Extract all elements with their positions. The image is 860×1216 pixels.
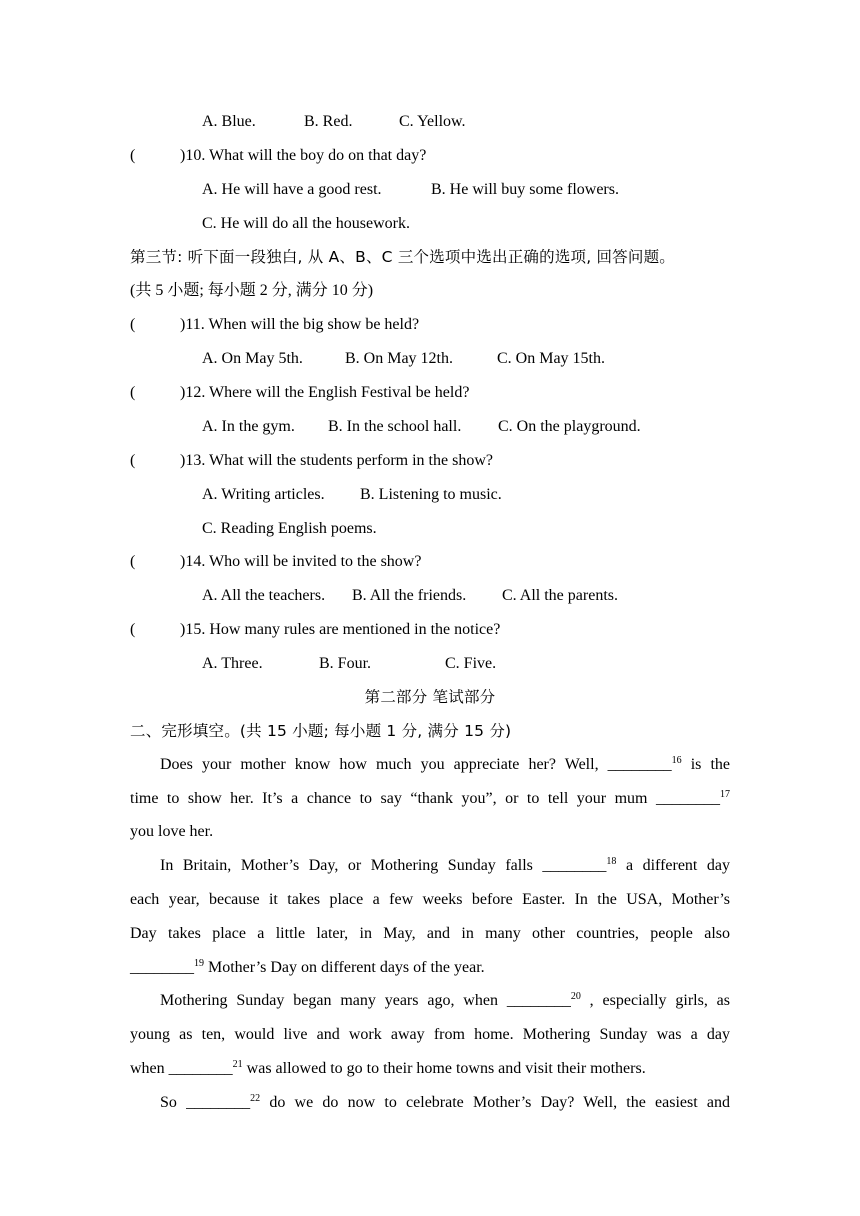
cloze-heading: 二、完形填空。(共 15 小题; 每小题 1 分, 满分 15 分) xyxy=(130,722,512,740)
blank-number-21: 21 xyxy=(232,1059,243,1070)
passage-line: Day takes place a little later, in May, and in many other countries, people also xyxy=(130,925,730,942)
blank-number-16: 16 xyxy=(671,755,682,766)
option-a: A. Three. xyxy=(202,655,263,672)
option-b: B. Red. xyxy=(304,113,353,130)
passage-line xyxy=(160,755,730,775)
option-a: A. On May 5th. xyxy=(202,350,303,367)
passage-text: when ________ xyxy=(130,1060,233,1077)
answer-bracket: ( xyxy=(130,553,136,570)
section-3-heading: 第三节: 听下面一段独白, 从 A、B、C 三个选项中选出正确的选项, 回答问题。 xyxy=(130,248,675,266)
passage-text: a different day xyxy=(616,857,731,874)
blank-number-18: 18 xyxy=(606,856,617,867)
passage-line: each year, because it takes place a few weeks before Easter. In the USA, Mother’s xyxy=(130,891,730,908)
passage-text: was allowed to go to their home towns and visit their mothers. xyxy=(242,1060,646,1077)
option-c: C. He will do all the housework. xyxy=(202,215,410,232)
q14-options xyxy=(202,586,802,606)
answer-bracket: ( xyxy=(130,452,136,469)
option-b: B. He will buy some flowers. xyxy=(431,181,619,198)
question-10 xyxy=(130,146,730,166)
q13-options-line1 xyxy=(202,485,802,505)
option-b: B. On May 12th. xyxy=(345,350,453,367)
part-2-title: 第二部分 笔试部分 xyxy=(364,688,496,706)
q11-options xyxy=(202,349,802,369)
q10-options-line2 xyxy=(202,214,802,234)
option-c: C. On the playground. xyxy=(498,418,641,435)
q9-options xyxy=(202,112,802,132)
passage-line: young as ten, would live and work away from home. Mothering Sunday was a day xyxy=(130,1026,730,1043)
option-a: A. Blue. xyxy=(202,113,256,130)
q15-options xyxy=(202,654,802,674)
option-c: C. Yellow. xyxy=(399,113,466,130)
passage-text: do we do now to celebrate Mother’s Day? Well, the easiest and xyxy=(260,1094,731,1111)
option-b: B. In the school hall. xyxy=(328,418,462,435)
option-c: C. On May 15th. xyxy=(497,350,605,367)
passage-line: you love her. xyxy=(130,823,214,840)
blank-number-20: 20 xyxy=(570,991,581,1002)
option-a: A. In the gym. xyxy=(202,418,295,435)
question-14 xyxy=(130,552,730,572)
question-stem: )15. How many rules are mentioned in the notice? xyxy=(180,621,501,638)
question-stem: )14. Who will be invited to the show? xyxy=(180,553,422,570)
option-c: C. Five. xyxy=(445,655,497,672)
question-11 xyxy=(130,315,730,335)
passage-text: So ________ xyxy=(160,1094,251,1111)
question-stem: )10. What will the boy do on that day? xyxy=(180,147,427,164)
q13-options-line2 xyxy=(202,519,802,539)
answer-bracket: ( xyxy=(130,384,136,401)
section-3-scoring: (共 5 小题; 每小题 2 分, 满分 10 分) xyxy=(130,282,374,299)
passage-text: Mother’s Day on different days of the year. xyxy=(204,959,485,976)
q12-options xyxy=(202,417,802,437)
passage-text: Does your mother know how much you appreciate her? Well, ________ xyxy=(160,756,672,773)
option-b: B. Four. xyxy=(319,655,372,672)
passage-text: In Britain, Mother’s Day, or Mothering Sunday falls ________ xyxy=(160,857,607,874)
passage-line xyxy=(160,856,730,876)
passage-text: time to show her. It’s a chance to say “thank you”, or to tell your mum ________ xyxy=(130,790,720,807)
passage-line xyxy=(130,789,730,809)
option-a: A. All the teachers. xyxy=(202,587,326,604)
blank-number-19: 19 xyxy=(194,958,204,969)
question-stem: )11. When will the big show be held? xyxy=(180,316,420,333)
passage-text: , especially girls, as xyxy=(580,992,731,1009)
passage-line xyxy=(160,1093,730,1113)
question-12 xyxy=(130,383,730,403)
question-15 xyxy=(130,620,730,640)
blank-number-22: 22 xyxy=(250,1093,261,1104)
question-stem: )12. Where will the English Festival be held? xyxy=(180,384,470,401)
passage-text: is the xyxy=(681,756,731,773)
option-c: C. Reading English poems. xyxy=(202,520,377,537)
option-a: A. Writing articles. xyxy=(202,486,325,503)
passage-text: ________ xyxy=(130,959,194,976)
passage-line xyxy=(130,958,730,978)
option-c: C. All the parents. xyxy=(502,587,618,604)
blank-number-17: 17 xyxy=(720,789,730,800)
passage-line xyxy=(160,991,730,1011)
passage-line xyxy=(130,1059,730,1079)
option-a: A. He will have a good rest. xyxy=(202,181,382,198)
answer-bracket: ( xyxy=(130,147,136,164)
question-13 xyxy=(130,451,730,471)
option-b: B. Listening to music. xyxy=(360,486,502,503)
answer-bracket: ( xyxy=(130,621,136,638)
option-b: B. All the friends. xyxy=(352,587,467,604)
q10-options-line1 xyxy=(202,180,802,200)
answer-bracket: ( xyxy=(130,316,136,333)
question-stem: )13. What will the students perform in the show? xyxy=(180,452,493,469)
passage-text: Mothering Sunday began many years ago, when ________ xyxy=(160,992,571,1009)
